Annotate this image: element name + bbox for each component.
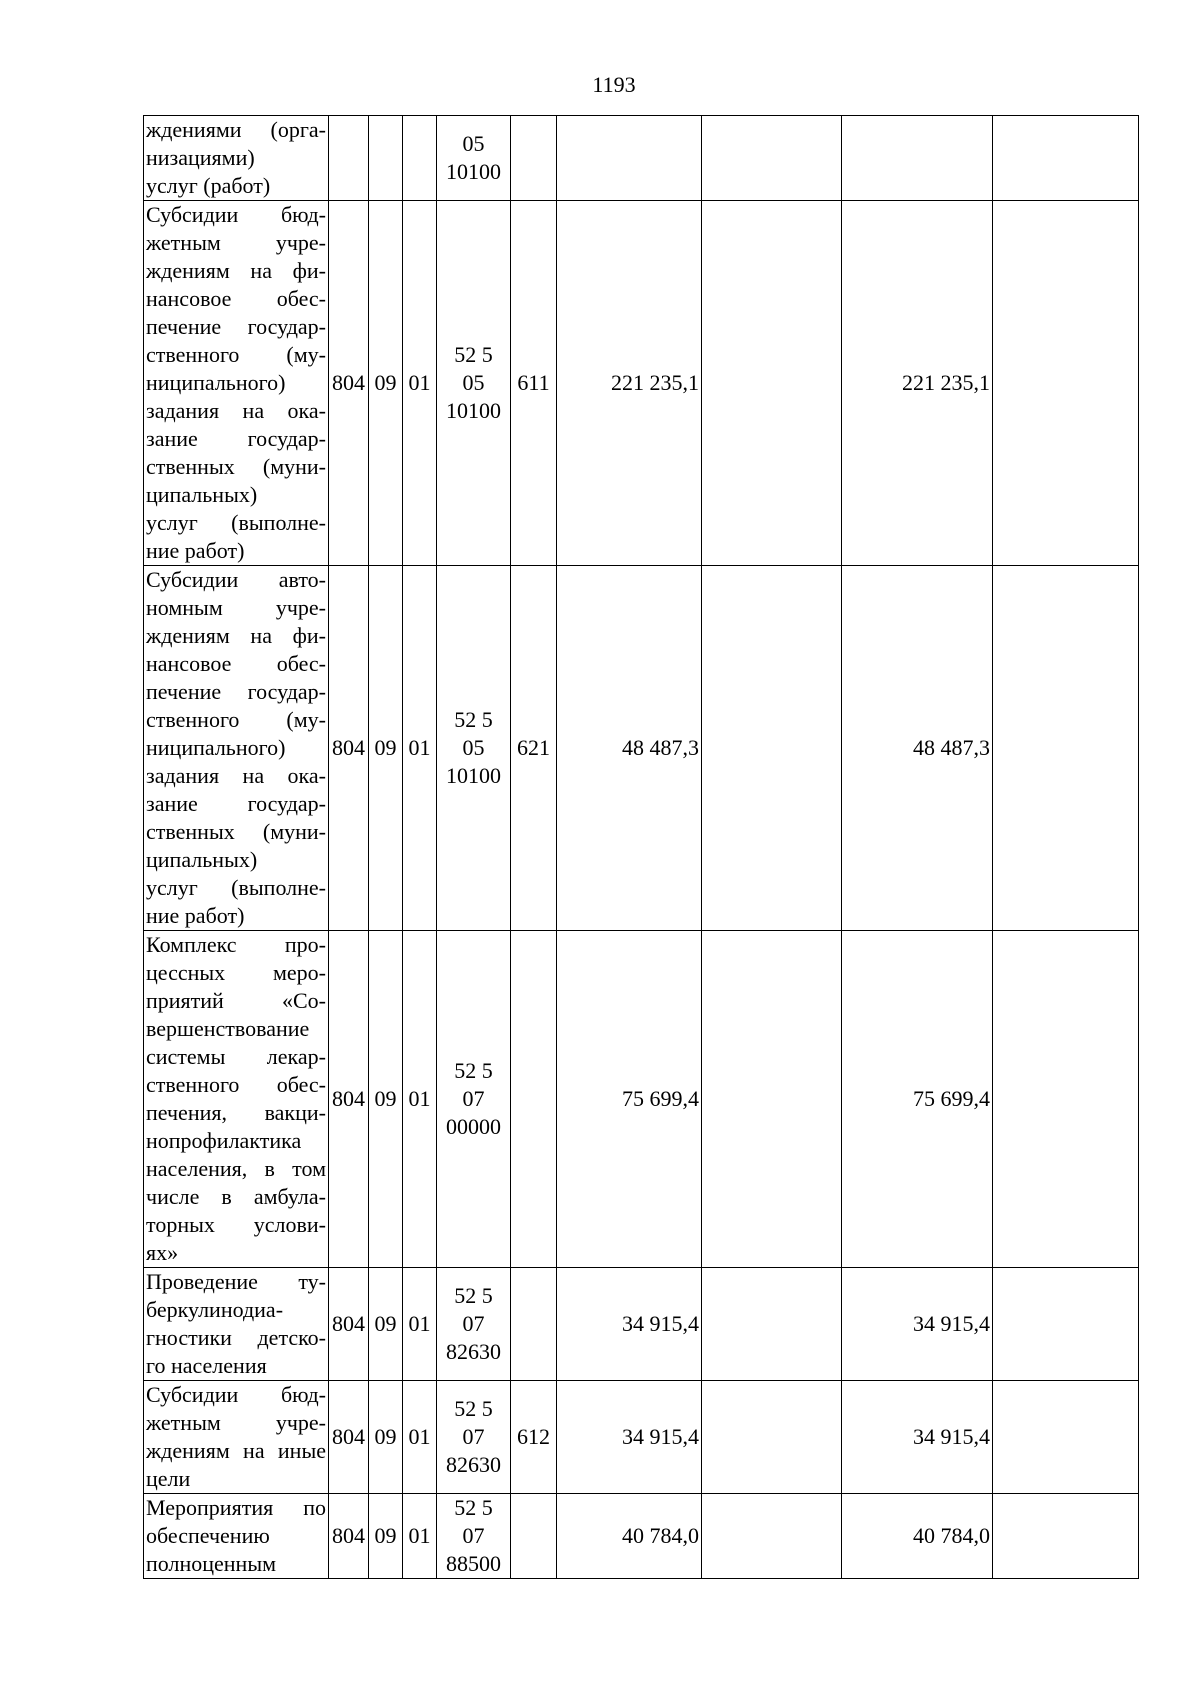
target-article-line: 00000 [446, 1114, 501, 1139]
amount-cell: 221 235,1 [557, 201, 702, 566]
description-line: жетным учре- [146, 1410, 326, 1435]
expense-description-cell [144, 1494, 329, 1579]
empty-cell [993, 1268, 1139, 1381]
table-row [144, 1494, 1139, 1579]
description-line: Субсидии авто- [146, 567, 326, 592]
empty-cell [702, 201, 842, 566]
description-line: гностики детско- [146, 1325, 326, 1350]
target-article-line: 52 5 [454, 1058, 493, 1083]
expense-description-cell [144, 1381, 329, 1494]
description-line: услуг (работ) [146, 173, 271, 198]
amount-total-cell [842, 116, 993, 201]
table-row [144, 201, 1139, 566]
description-line: цессных меро- [146, 960, 326, 985]
expense-description-cell [144, 116, 329, 201]
target-article-line: 52 5 [454, 1396, 493, 1421]
description-line: вершенствование [146, 1016, 310, 1041]
description-line: услуг (выполне- [146, 510, 326, 535]
empty-cell [993, 201, 1139, 566]
description-line: ниципального) [146, 735, 286, 760]
target-article-line: 10100 [446, 159, 501, 184]
description-line: Комплекс про- [146, 932, 326, 957]
empty-cell [702, 566, 842, 931]
description-line: низациями) [146, 145, 255, 170]
expense-description-cell [144, 931, 329, 1268]
section-code-cell: 09 [369, 201, 403, 566]
description-line: Субсидии бюд- [146, 1382, 326, 1407]
subsection-code-cell: 01 [403, 1381, 437, 1494]
expense-type-cell [511, 931, 557, 1268]
amount-cell: 48 487,3 [557, 566, 702, 931]
target-article-line: 05 [462, 370, 485, 395]
target-article-line: 05 [462, 735, 485, 760]
target-article-line: 10100 [446, 398, 501, 423]
description-line: цели [146, 1466, 191, 1491]
empty-cell [702, 1381, 842, 1494]
target-article-cell [437, 1494, 511, 1579]
amount-cell [557, 116, 702, 201]
description-line: го населения [146, 1353, 267, 1378]
subsection-code-cell: 01 [403, 566, 437, 931]
ministry-code-cell: 804 [329, 201, 369, 566]
target-article-line: 82630 [446, 1452, 501, 1477]
description-line: системы лекар- [146, 1044, 326, 1069]
description-line: печение государ- [146, 679, 326, 704]
subsection-code-cell [403, 116, 437, 201]
amount-total-cell: 75 699,4 [842, 931, 993, 1268]
subsection-code-cell: 01 [403, 1268, 437, 1381]
empty-cell [993, 566, 1139, 931]
description-line: зание государ- [146, 791, 326, 816]
target-article-cell [437, 566, 511, 931]
table-row [144, 931, 1139, 1268]
target-article-cell [437, 116, 511, 201]
expense-type-cell: 612 [511, 1381, 557, 1494]
ministry-code-cell: 804 [329, 1494, 369, 1579]
description-line: беркулинодиа- [146, 1297, 284, 1322]
expense-type-cell: 611 [511, 201, 557, 566]
target-article-line: 88500 [446, 1551, 501, 1576]
description-line: ственных (муни- [146, 819, 326, 844]
target-article-line: 10100 [446, 763, 501, 788]
expense-description-cell [144, 566, 329, 931]
amount-total-cell: 221 235,1 [842, 201, 993, 566]
empty-cell [702, 1494, 842, 1579]
section-code-cell: 09 [369, 1494, 403, 1579]
expense-type-cell [511, 116, 557, 201]
description-line: торных услови- [146, 1212, 326, 1237]
amount-total-cell: 34 915,4 [842, 1381, 993, 1494]
table-row [144, 1268, 1139, 1381]
description-line: ниципального) [146, 370, 286, 395]
expense-type-cell [511, 1494, 557, 1579]
ministry-code-cell: 804 [329, 1268, 369, 1381]
expense-type-cell [511, 1268, 557, 1381]
page-number: 1193 [592, 72, 636, 97]
budget-table [143, 115, 1139, 1579]
target-article-line: 82630 [446, 1339, 501, 1364]
ministry-code-cell: 804 [329, 1381, 369, 1494]
target-article-cell [437, 1268, 511, 1381]
empty-cell [993, 1494, 1139, 1579]
description-line: числе в амбула- [146, 1184, 326, 1209]
description-line: Проведение ту- [146, 1269, 326, 1294]
description-line: печение государ- [146, 314, 326, 339]
description-line: жетным учре- [146, 230, 326, 255]
subsection-code-cell: 01 [403, 201, 437, 566]
description-line: ственного (му- [146, 707, 326, 732]
target-article-line: 52 5 [454, 707, 493, 732]
description-line: Мероприятия по [146, 1495, 326, 1520]
target-article-line: 52 5 [454, 342, 493, 367]
description-line: ние работ) [146, 903, 245, 928]
description-line: нансовое обес- [146, 286, 326, 311]
empty-cell [702, 1268, 842, 1381]
amount-cell: 34 915,4 [557, 1381, 702, 1494]
description-line: нопрофилактика [146, 1128, 302, 1153]
amount-total-cell: 34 915,4 [842, 1268, 993, 1381]
target-article-line: 52 5 [454, 1495, 493, 1520]
description-line: ждениям на иные [146, 1438, 326, 1463]
empty-cell [993, 116, 1139, 201]
description-line: ждениям на фи- [146, 258, 326, 283]
section-code-cell: 09 [369, 1381, 403, 1494]
ministry-code-cell [329, 116, 369, 201]
table-row [144, 1381, 1139, 1494]
amount-total-cell: 48 487,3 [842, 566, 993, 931]
target-article-line: 07 [462, 1311, 485, 1336]
target-article-cell [437, 1381, 511, 1494]
target-article-line: 07 [462, 1424, 485, 1449]
description-line: задания на ока- [146, 398, 326, 423]
description-line: задания на ока- [146, 763, 326, 788]
description-line: приятий «Со- [146, 988, 326, 1013]
description-line: Субсидии бюд- [146, 202, 326, 227]
target-article-cell [437, 201, 511, 566]
table-row [144, 116, 1139, 201]
description-line: полноценным [146, 1551, 277, 1576]
description-line: печения, вакци- [146, 1100, 326, 1125]
amount-total-cell: 40 784,0 [842, 1494, 993, 1579]
section-code-cell: 09 [369, 931, 403, 1268]
description-line: ях» [146, 1240, 179, 1265]
subsection-code-cell: 01 [403, 931, 437, 1268]
description-line: ципальных) [146, 482, 258, 507]
target-article-cell [437, 931, 511, 1268]
description-line: ственных (муни- [146, 454, 326, 479]
description-line: зание государ- [146, 426, 326, 451]
section-code-cell: 09 [369, 1268, 403, 1381]
section-code-cell [369, 116, 403, 201]
budget-table-body [144, 116, 1139, 1579]
empty-cell [702, 116, 842, 201]
empty-cell [993, 1381, 1139, 1494]
amount-cell: 75 699,4 [557, 931, 702, 1268]
section-code-cell: 09 [369, 566, 403, 931]
amount-cell: 40 784,0 [557, 1494, 702, 1579]
description-line: обеспечению [146, 1523, 270, 1548]
description-line: ждениями (орга- [146, 117, 326, 142]
description-line: ципальных) [146, 847, 258, 872]
description-line: населения, в том [146, 1156, 326, 1181]
description-line: номным учре- [146, 595, 326, 620]
target-article-line: 07 [462, 1086, 485, 1111]
description-line: ние работ) [146, 538, 245, 563]
description-line: нансовое обес- [146, 651, 326, 676]
description-line: ственного обес- [146, 1072, 326, 1097]
amount-cell: 34 915,4 [557, 1268, 702, 1381]
description-line: ждениям на фи- [146, 623, 326, 648]
table-row [144, 566, 1139, 931]
empty-cell [993, 931, 1139, 1268]
target-article-line: 52 5 [454, 1283, 493, 1308]
ministry-code-cell: 804 [329, 566, 369, 931]
description-line: ственного (му- [146, 342, 326, 367]
expense-description-cell [144, 201, 329, 566]
expense-type-cell: 621 [511, 566, 557, 931]
subsection-code-cell: 01 [403, 1494, 437, 1579]
target-article-line: 05 [462, 131, 485, 156]
expense-description-cell [144, 1268, 329, 1381]
ministry-code-cell: 804 [329, 931, 369, 1268]
empty-cell [702, 931, 842, 1268]
description-line: услуг (выполне- [146, 875, 326, 900]
target-article-line: 07 [462, 1523, 485, 1548]
